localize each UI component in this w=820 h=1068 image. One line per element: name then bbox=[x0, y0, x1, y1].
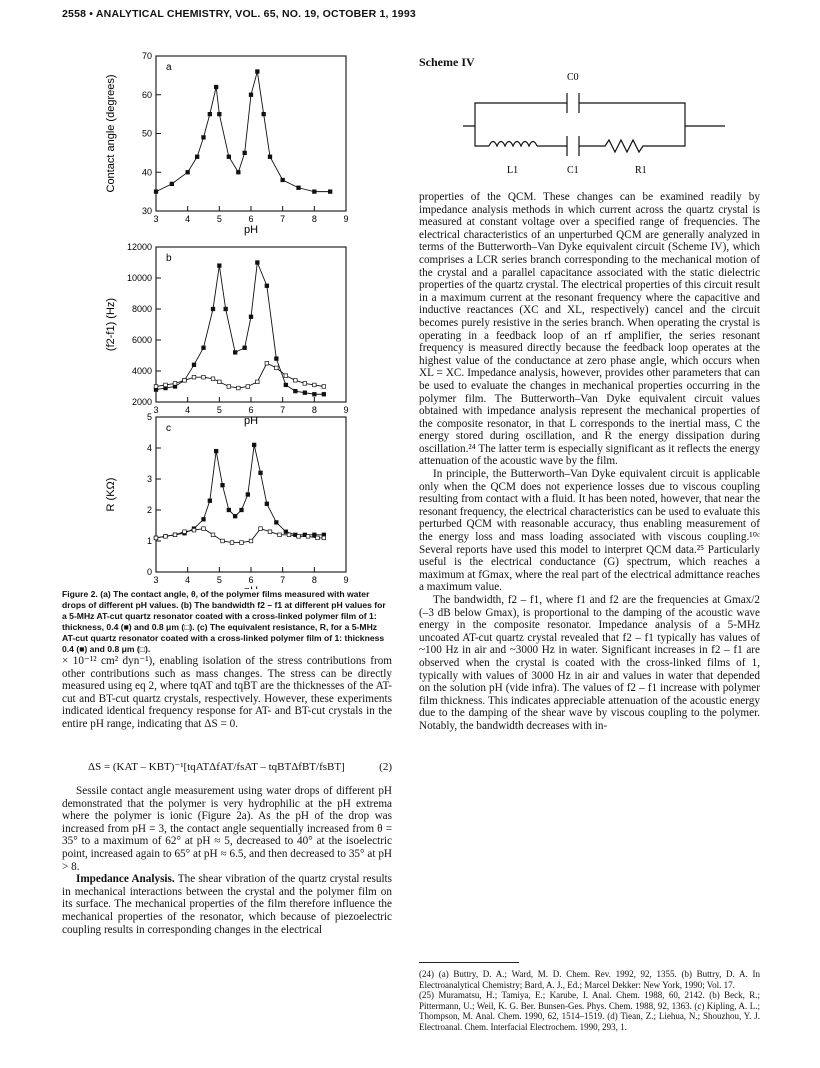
data-point bbox=[265, 361, 269, 365]
y-tick-label: 1 bbox=[146, 536, 152, 546]
data-point bbox=[183, 379, 187, 383]
data-point bbox=[249, 93, 253, 97]
data-point bbox=[284, 374, 288, 378]
data-point bbox=[243, 151, 247, 155]
data-point bbox=[230, 541, 234, 545]
data-point bbox=[275, 366, 279, 370]
x-tick-label: 7 bbox=[280, 405, 286, 415]
data-point bbox=[192, 363, 196, 367]
y-tick-label: 70 bbox=[141, 51, 152, 61]
x-tick-label: 9 bbox=[343, 405, 349, 415]
data-point bbox=[154, 385, 158, 389]
figure-2-svg bbox=[62, 44, 392, 589]
y-tick-label: 30 bbox=[141, 206, 152, 216]
data-point bbox=[164, 535, 168, 539]
data-point bbox=[237, 170, 241, 174]
data-point bbox=[259, 527, 263, 531]
data-point bbox=[211, 307, 215, 311]
data-point bbox=[306, 535, 310, 539]
data-point bbox=[170, 182, 174, 186]
data-point bbox=[313, 190, 317, 194]
c1-label: C1 bbox=[567, 165, 579, 176]
data-point bbox=[294, 389, 298, 393]
circuit-diagram bbox=[455, 66, 735, 181]
data-point bbox=[246, 385, 250, 389]
x-tick-label: 7 bbox=[280, 214, 286, 224]
x-tick-label: 4 bbox=[185, 214, 191, 224]
x-tick-label: 9 bbox=[343, 575, 349, 585]
x-tick-label: 3 bbox=[153, 575, 159, 585]
data-point bbox=[192, 528, 196, 532]
data-point bbox=[284, 383, 288, 387]
data-point bbox=[265, 284, 269, 288]
data-point bbox=[249, 315, 253, 319]
y-tick-label: 60 bbox=[141, 89, 152, 100]
data-point bbox=[214, 449, 218, 453]
data-point bbox=[218, 380, 222, 384]
references bbox=[419, 969, 760, 1033]
data-point bbox=[297, 535, 301, 539]
series-line bbox=[156, 72, 330, 192]
data-point bbox=[218, 264, 222, 268]
data-point bbox=[287, 533, 291, 537]
data-point bbox=[243, 346, 247, 350]
data-point bbox=[268, 155, 272, 159]
x-axis-label: pH bbox=[243, 415, 259, 427]
data-point bbox=[221, 483, 225, 487]
data-point bbox=[316, 536, 320, 540]
left-column-bottom bbox=[62, 785, 392, 936]
y-tick-label: 5 bbox=[146, 412, 152, 422]
x-tick-label: 4 bbox=[185, 405, 191, 415]
x-tick-label: 7 bbox=[280, 575, 286, 585]
running-header: 2558 • ANALYTICAL CHEMISTRY, VOL. 65, NO. 19, OCTOBER 1, 1993 bbox=[62, 8, 416, 20]
figure-caption bbox=[62, 589, 387, 655]
data-point bbox=[303, 382, 307, 386]
data-point bbox=[313, 392, 317, 396]
data-point bbox=[154, 190, 158, 194]
data-point bbox=[256, 261, 260, 265]
data-point bbox=[211, 377, 215, 381]
equation-number: (2) bbox=[379, 761, 392, 773]
data-point bbox=[192, 375, 196, 379]
y-tick-label: 4000 bbox=[131, 366, 152, 376]
data-point bbox=[237, 386, 241, 390]
data-point bbox=[202, 346, 206, 350]
data-point bbox=[202, 136, 206, 140]
y-tick-label: 3 bbox=[146, 474, 152, 484]
y-tick-label: 10000 bbox=[126, 273, 152, 283]
paragraph-contact-angle: Sessile contact angle measurement using water drops of different pH demonstrated that the polymer is very hydrophilic at the pH extrema where the polymer is ionic (Figure 2a). As the pH of the drop was increased from pH = 3, the contact angle sequentially increased from θ = 35° to a maximum of 62° at pH ≈ 5, decreased to 40° at the isoelectric point, increased again to 65° at pH ≈ 6.5, and then decreased to 35° at pH > 8. bbox=[62, 785, 392, 873]
equation-2 bbox=[62, 761, 392, 774]
data-point bbox=[233, 351, 237, 355]
y-tick-label: 0 bbox=[146, 567, 152, 577]
y-axis-label: R (KΩ) bbox=[105, 477, 117, 512]
data-point bbox=[173, 382, 177, 386]
x-tick-label: 6 bbox=[248, 405, 254, 415]
x-tick-label: 3 bbox=[153, 405, 159, 415]
y-axis-label: Contact angle (degrees) bbox=[105, 74, 117, 193]
x-axis-label: pH bbox=[243, 224, 259, 236]
data-point bbox=[259, 471, 263, 475]
y-tick-label: 8000 bbox=[131, 304, 152, 314]
y-tick-label: 6000 bbox=[131, 335, 152, 345]
data-point bbox=[233, 514, 237, 518]
x-tick-label: 3 bbox=[153, 214, 159, 224]
data-point bbox=[202, 375, 206, 379]
data-point bbox=[195, 155, 199, 159]
data-point bbox=[221, 539, 225, 543]
data-point bbox=[328, 190, 332, 194]
panel-label: c bbox=[166, 423, 171, 434]
data-point bbox=[303, 391, 307, 395]
data-point bbox=[313, 383, 317, 387]
figure-2-panels bbox=[62, 44, 392, 589]
footnote-rule bbox=[419, 962, 519, 963]
data-point bbox=[186, 170, 190, 174]
data-point bbox=[208, 499, 212, 503]
data-point bbox=[211, 533, 215, 537]
data-point bbox=[183, 530, 187, 534]
plot-frame-c bbox=[156, 417, 346, 572]
paragraph-impedance bbox=[62, 873, 392, 936]
data-point bbox=[278, 533, 282, 537]
data-point bbox=[227, 155, 231, 159]
y-tick-label: 12000 bbox=[126, 242, 152, 252]
section-heading-impedance: Impedance Analysis. bbox=[76, 873, 175, 886]
x-tick-label: 8 bbox=[311, 214, 317, 224]
caption-text: (a) The contact angle, θ, of the polymer films measured with water drops of different pH values. (b) The bandwidth f2 – f1 at different pH values for a 5-MHz AT-cut quartz resonator coated with a cross-linked polymer film of 1: thickness, 0.4 (■) and 0.8 μm (□). (c) The equivalent resistance, R, for a 5-MHz AT-cut quartz resonator coated with a cross-linked polymer film of 1: thickness 0.4 (■) and 0.8 μm (□). bbox=[62, 589, 386, 654]
data-point bbox=[164, 383, 168, 387]
data-point bbox=[256, 380, 260, 384]
c0-label: C0 bbox=[567, 72, 579, 83]
data-point bbox=[214, 85, 218, 89]
data-point bbox=[202, 527, 206, 531]
x-tick-label: 6 bbox=[248, 575, 254, 585]
data-point bbox=[208, 112, 212, 116]
x-tick-label: 9 bbox=[343, 214, 349, 224]
y-tick-label: 2000 bbox=[131, 397, 152, 407]
scheme-iv-circuit bbox=[455, 66, 735, 181]
data-point bbox=[322, 536, 326, 540]
data-point bbox=[227, 385, 231, 389]
data-point bbox=[227, 508, 231, 512]
left-column-top bbox=[62, 655, 392, 731]
paragraph-bandwidth: The bandwidth, f2 – f1, where f1 and f2 are the frequencies at Gmax/2 (–3 dB below Gmax), is proportional to the damping of the acoustic wave energy in the composite resonator. Impedance analysis of a 5-MHz uncoated AT-cut quartz crystal revealed that f2 – f1 typically has values of ~100 Hz in air and ~3000 Hz in water. Significant increases in f2 – f1 are observed when the crystal is coated with the cross-linked films of 1, typically with values of 3000 Hz in air and values in water that depended on the solution pH (vide infra). The values of f2 – f1 increase with polymer film thickness. This indicates appreciable attenuation of the acoustic energy due to the damping of the shear wave by viscous coupling to the polymer. Notably, the bandwidth decreases with in- bbox=[419, 594, 760, 732]
data-point bbox=[297, 186, 301, 190]
reference-24: (24) (a) Buttry, D. A.; Ward, M. D. Chem. Rev. 1992, 92, 1355. (b) Buttry, D. A. In Electroanalytical Chemistry; Bard, A. J., Ed.; Marcel Dekker: New York, 1990; Vol. 17. bbox=[419, 969, 760, 990]
data-point bbox=[322, 385, 326, 389]
panel-label: a bbox=[166, 62, 172, 73]
caption-label: Figure 2. bbox=[62, 589, 98, 599]
plot-frame-a bbox=[156, 56, 346, 211]
data-point bbox=[154, 536, 158, 540]
y-tick-label: 4 bbox=[146, 443, 152, 453]
scheme-title: Scheme IV bbox=[419, 55, 475, 69]
data-point bbox=[322, 392, 326, 396]
data-point bbox=[281, 178, 285, 182]
x-tick-label: 6 bbox=[248, 214, 254, 224]
x-tick-label: 5 bbox=[216, 405, 222, 415]
reference-25: (25) Muramatsu, H.; Tamiya, E.; Karube, I. Anal. Chem. 1988, 60, 2142. (b) Beck, R.; Pittermann, U.; Weil, K. G. Ber. Bunsen-Ges. Phys. Chem. 1988, 92, 1363. (c) Kipling, A. L.; Thompson, M. Anal. Chem. 1990, 62, 1514–1519. (d) Tiean, Z.; Liehua, N.; Shouzhou, Y. J. Electroanal. Chem. Interfacial Electrochem. 1990, 293, 1. bbox=[419, 990, 760, 1032]
data-point bbox=[249, 539, 253, 543]
data-point bbox=[275, 357, 279, 361]
data-point bbox=[275, 521, 279, 525]
data-point bbox=[265, 502, 269, 506]
y-axis-label: (f2-f1) (Hz) bbox=[105, 297, 117, 352]
paragraph-bvd-applicability: In principle, the Butterworth–Van Dyke equivalent circuit is applicable only when the QCM does not experience losses due to viscous coupling resulting from contact with a fluid. It has been noted, however, that near the resonant frequency, the electrical characteristics can be used to evaluate this perturbed QCM with reasonable accuracy, thus enabling measurement of the energy loss and mass loading associated with viscous coupling.¹⁰ᶜ Several reports have used this model to interpret QCM data.²⁵ Particularly useful is the electrical conductance (G) spectrum, which reaches a maximum at fGmax, where the real part of the electrical admittance reaches a maximum value. bbox=[419, 468, 760, 594]
data-point bbox=[294, 379, 298, 383]
series-line bbox=[156, 363, 324, 388]
x-tick-label: 4 bbox=[185, 575, 191, 585]
data-point bbox=[240, 508, 244, 512]
y-tick-label: 2 bbox=[146, 505, 152, 515]
l1-label: L1 bbox=[507, 165, 519, 176]
data-point bbox=[262, 112, 266, 116]
data-point bbox=[240, 541, 244, 545]
panel-label: b bbox=[166, 253, 172, 264]
data-point bbox=[256, 70, 260, 74]
data-point bbox=[246, 493, 250, 497]
paragraph-qcm-properties: properties of the QCM. These changes can be examined readily by impedance analysis methods in which current across the quartz crystal is measured at constant voltage over a specified range of frequencies. The electrical characteristics of an unperturbed QCM are generally analyzed in terms of the Butterworth–Van Dyke equivalent circuit (Scheme IV), which comprises a LCR series branch corresponding to the mechanical motion of the crystal and a parallel capacitance associated with the static dielectric properties of the quartz crystal. The electrical properties of this circuit result in a maximum current at the resonant frequency where the capacitive and inductive reactances (XC and XL, respectively) cancel and the circuit becomes purely resistive in the series branch. When operating the crystal is operating in a feedback loop of an rf amplifier, the series resonant frequency is measured directly because the feedback loop operates at the highest value of the conductance at zero phase angle, which occurs when XL = XC. Impedance analysis, however, provides other parameters that can be used to evaluate the changes in mechanical properties occurring in the polymer film. The Butterworth–Van Dyke equivalent circuit values obtained with impedance analysis represent the mechanical properties of the composite resonator, in that L corresponds to the inertial mass, C the energy stored during oscillation, and R the energy dissipation during oscillation.²⁴ The latter term is especially significant as it reflects the energy attenuation of the acoustic wave by the film. bbox=[419, 191, 760, 468]
series-line bbox=[156, 263, 324, 395]
r1-label: R1 bbox=[635, 165, 647, 176]
data-point bbox=[202, 518, 206, 522]
data-point bbox=[268, 530, 272, 534]
data-point bbox=[252, 443, 256, 447]
x-tick-label: 5 bbox=[216, 575, 222, 585]
y-tick-label: 40 bbox=[141, 167, 152, 178]
paragraph-impedance-text: The shear vibration of the quartz crystal results in mechanical interactions between the crystal and the polymer film on its surface. The mechanical properties of the film therefore influence the mechanical properties of the resonator, which because of piezoelectric coupling results in corresponding changes in the electrical bbox=[62, 873, 393, 936]
data-point bbox=[173, 533, 177, 537]
x-tick-label: 8 bbox=[311, 405, 317, 415]
data-point bbox=[218, 112, 222, 116]
right-column bbox=[419, 191, 760, 733]
series-line bbox=[156, 445, 324, 538]
equation-text: ΔS = (KAT – KBT)⁻¹[tqATΔfAT/fsAT – tqBTΔfBT/fsBT] bbox=[88, 761, 345, 773]
data-point bbox=[224, 307, 228, 311]
x-tick-label: 8 bbox=[311, 575, 317, 585]
y-tick-label: 50 bbox=[141, 128, 152, 139]
paragraph-stress: × 10⁻¹² cm² dyn⁻¹), enabling isolation of the stress contributions from other contributions such as mass changes. The stress can be directly measured using eq 2, where tqAT and tqBT are the thicknesses of the AT-cut and BT-cut quartz crystals, respectively. However, these experiments indicated identical frequency response for AT- and BT-cut crystals in the entire pH range, indicating that ΔS = 0. bbox=[62, 655, 392, 730]
x-tick-label: 5 bbox=[216, 214, 222, 224]
